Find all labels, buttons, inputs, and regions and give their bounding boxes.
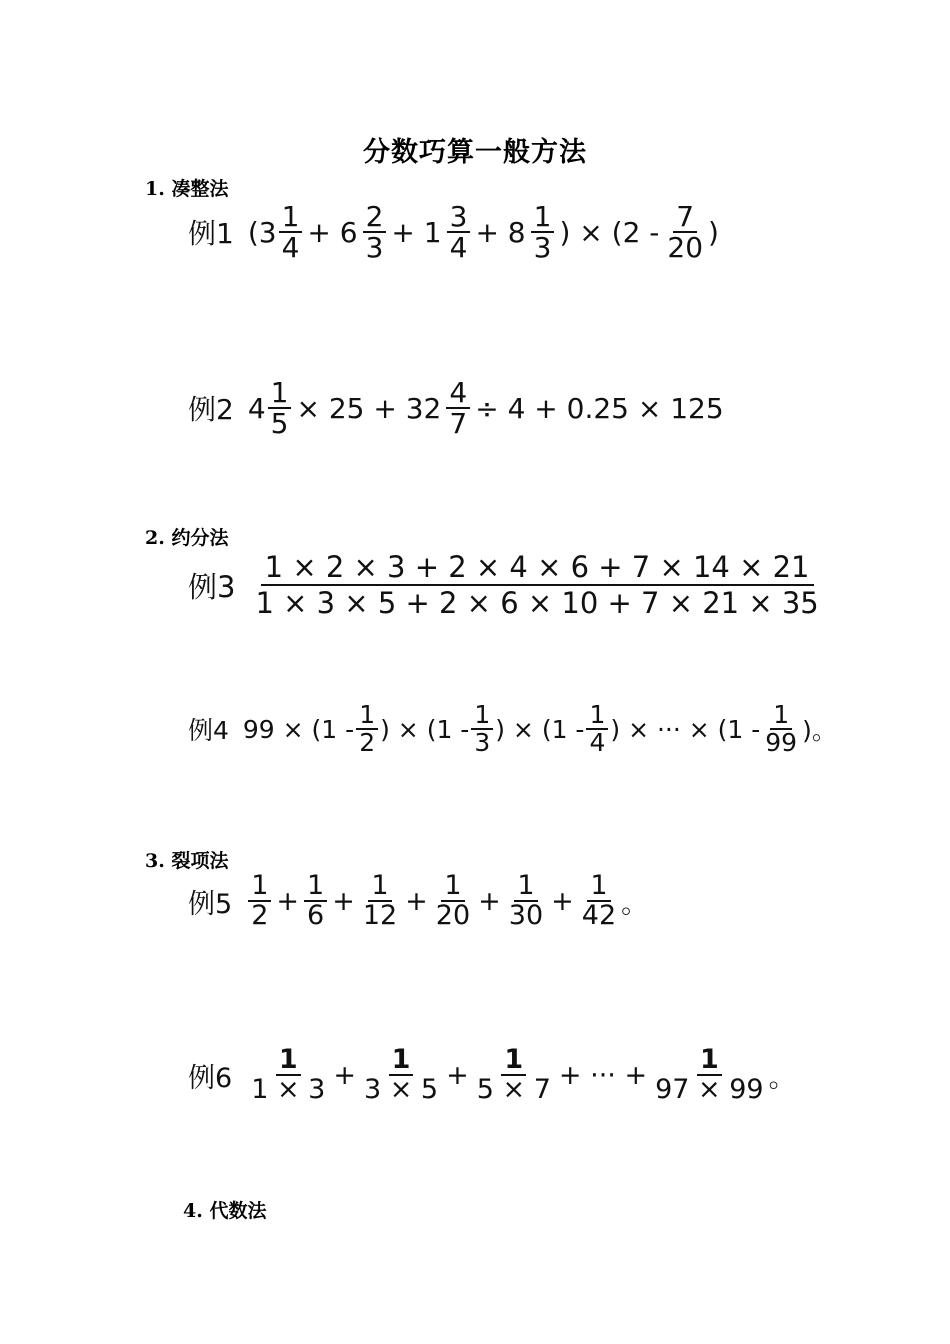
numerator: 1	[770, 702, 792, 730]
section-heading-1: 1. 凑整法	[145, 178, 229, 200]
fraction	[433, 872, 473, 931]
denominator: 20	[435, 900, 471, 932]
denominator: 7	[449, 407, 468, 441]
ellipsis-plus: + ··· +	[558, 1059, 648, 1091]
fraction	[360, 872, 400, 931]
numerator: 1	[268, 378, 292, 409]
numerator: 1	[586, 702, 608, 730]
numerator: 1	[471, 702, 493, 730]
numerator: 3	[447, 202, 471, 233]
plus-sign: +	[446, 1059, 469, 1091]
numerator: 1	[587, 872, 610, 902]
section-heading-3: 3. 裂项法	[145, 850, 229, 872]
numerator: 1 × 2 × 3 + 2 × 4 × 6 + 7 × 14 × 21	[261, 550, 814, 586]
period: 。	[768, 1062, 796, 1094]
section-heading-2: 2. 约分法	[145, 527, 229, 549]
fraction	[251, 550, 822, 621]
expr-text: ÷ 4 + 0.25 × 125	[475, 391, 724, 425]
numerator: 1	[356, 702, 378, 730]
expr-text: + 6	[307, 215, 358, 249]
numerator: 1	[368, 872, 391, 902]
denominator: 3	[474, 728, 491, 758]
expr-text: 4	[247, 391, 266, 425]
example-4-expression	[188, 702, 837, 757]
numerator: 1	[514, 872, 537, 902]
fraction	[447, 202, 471, 263]
denominator: 4	[589, 728, 606, 758]
fraction	[356, 702, 378, 757]
denominator: 2	[251, 900, 269, 932]
denominator: 6	[307, 900, 325, 932]
denominator: 97 × 99	[655, 1074, 764, 1106]
plus-sign: +	[551, 885, 574, 917]
fraction	[652, 1046, 767, 1105]
numerator: 1	[501, 1046, 526, 1076]
denominator: 99	[765, 728, 798, 758]
denominator: 5 × 7	[476, 1074, 551, 1106]
numerator: 1	[441, 872, 464, 902]
fraction	[446, 378, 470, 439]
fraction	[586, 702, 608, 757]
fraction	[471, 702, 493, 757]
example-label: 例2	[188, 393, 234, 427]
fraction	[361, 1046, 441, 1105]
example-1-expression	[188, 202, 719, 263]
plus-sign: +	[332, 885, 355, 917]
page-title: 分数巧算一般方法	[363, 137, 587, 168]
numerator: 2	[363, 202, 387, 233]
denominator: 4	[449, 231, 468, 265]
fraction	[248, 872, 271, 931]
numerator: 4	[446, 378, 470, 409]
fraction	[506, 872, 546, 931]
example-5-expression	[188, 872, 648, 931]
fraction	[248, 1046, 328, 1105]
numerator: 1	[276, 1046, 301, 1076]
plus-sign: +	[405, 885, 428, 917]
plus-sign: +	[276, 885, 299, 917]
expr-text: ) × (2 -	[559, 215, 660, 249]
example-3-expression	[188, 550, 825, 621]
fraction	[304, 872, 327, 931]
expr-text: + 1	[391, 215, 442, 249]
example-label: 例5	[188, 888, 233, 920]
denominator: 1 × 3 × 5 + 2 × 6 × 10 + 7 × 21 × 35	[255, 586, 819, 621]
expr-text: (3	[247, 215, 277, 249]
fraction	[531, 202, 555, 263]
numerator: 1	[279, 202, 303, 233]
denominator: 5	[270, 407, 289, 441]
plus-sign: +	[478, 885, 501, 917]
expr-text: 99 × (1 -	[242, 714, 355, 744]
numerator: 1	[697, 1046, 722, 1076]
fraction	[579, 872, 619, 931]
denominator: 1 × 3	[251, 1074, 326, 1106]
denominator: 20	[667, 231, 704, 265]
denominator: 3	[365, 231, 384, 265]
expr-text: )。	[802, 716, 837, 746]
expr-text: + 8	[475, 215, 526, 249]
denominator: 30	[508, 900, 544, 932]
plus-sign: +	[333, 1059, 356, 1091]
numerator: 1	[248, 872, 271, 902]
denominator: 4	[281, 231, 300, 265]
fraction	[664, 202, 706, 263]
expr-text: ) × (1 -	[495, 714, 585, 744]
fraction	[474, 1046, 554, 1105]
numerator: 1	[304, 872, 327, 902]
expr-text: × 25 + 32	[296, 391, 442, 425]
denominator: 3 × 5	[363, 1074, 439, 1106]
fraction	[279, 202, 303, 263]
denominator: 42	[581, 900, 617, 932]
example-6-expression	[188, 1046, 796, 1105]
fraction	[268, 378, 292, 439]
expr-text: )	[708, 215, 719, 249]
section-heading-4: 4. 代数法	[183, 1200, 267, 1222]
expr-text: ) × ··· × (1 -	[610, 714, 761, 744]
period: 。	[621, 888, 649, 920]
example-label: 例3	[188, 569, 236, 604]
example-label: 例4	[188, 716, 229, 746]
numerator: 7	[673, 202, 697, 233]
denominator: 3	[533, 231, 552, 265]
fraction	[762, 702, 800, 757]
expr-text: ) × (1 -	[380, 714, 470, 744]
denominator: 12	[362, 900, 398, 932]
example-2-expression	[188, 378, 727, 439]
denominator: 2	[359, 728, 376, 758]
numerator: 1	[531, 202, 555, 233]
example-label: 例6	[188, 1062, 233, 1094]
numerator: 1	[389, 1046, 414, 1076]
example-label: 例1	[188, 217, 234, 251]
fraction	[363, 202, 387, 263]
